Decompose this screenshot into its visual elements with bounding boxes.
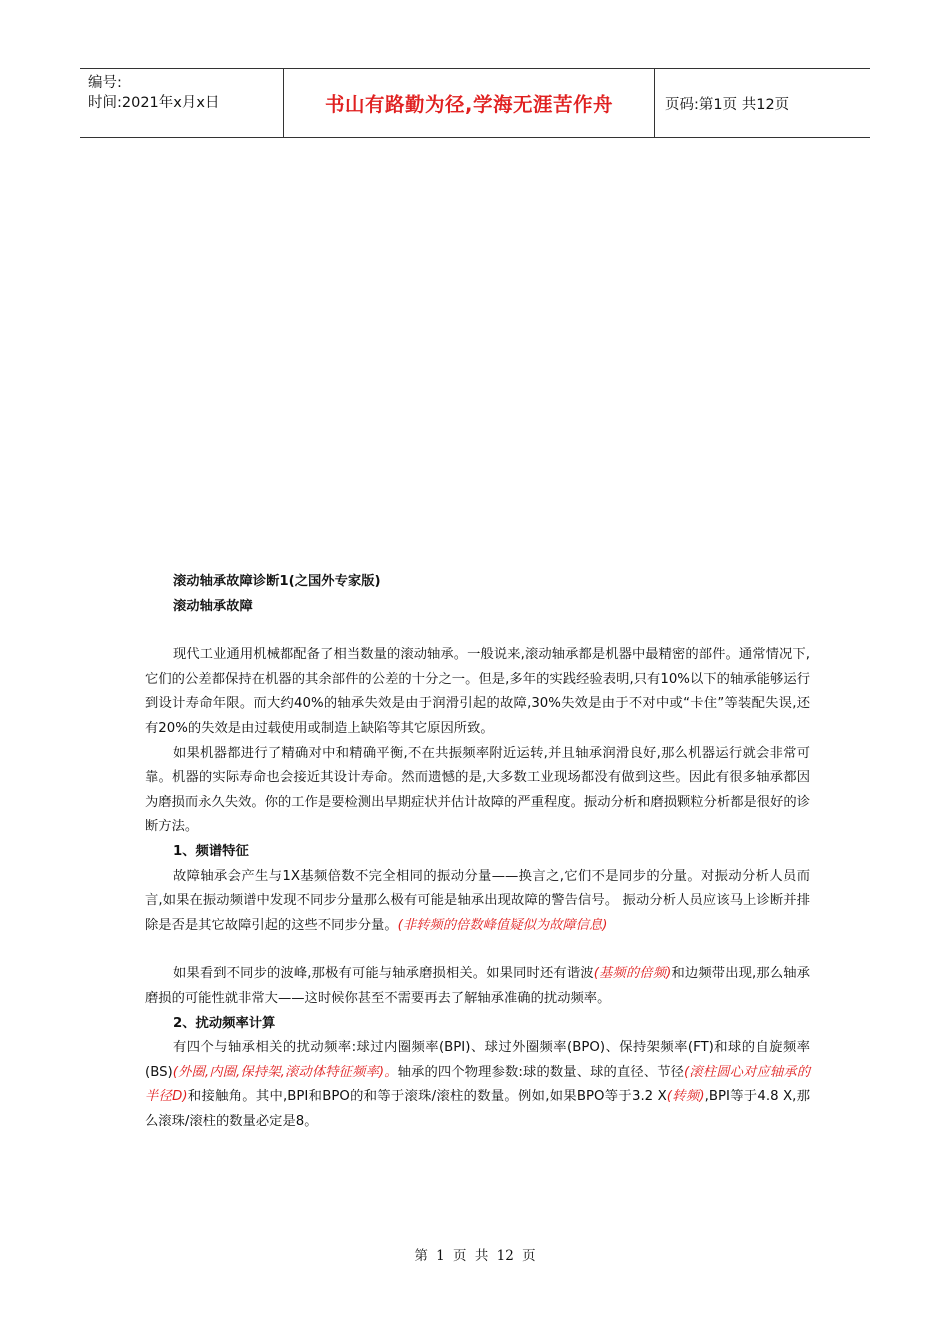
paragraph-2: 如果机器都进行了精确对中和精确平衡,不在共振频率附近运转,并且轴承润滑良好,那么机器运行就会非常可靠。机器的实际寿命也会接近其设计寿命。然而遗憾的是,大多数工业现场都没有做到这些。因此有很多轴承都因为磨损而永久失效。你的工作是要检测出早期症状并估计故障的严重程度。振动分析和磨损颗粒分析都是很好的诊断方法。 (145, 745, 810, 835)
doc-subtitle: 滚动轴承故障 (173, 598, 253, 614)
paragraph-5-text-a: 有四个与轴承相关的扰动频率:球过内圈频率(BPI)、球过外圈频率(BPO)、保持架频率(FT)和球的自旋频率(BS) (145, 1040, 810, 1080)
annotation-note: (滚柱圆心对应轴承的半径D) (145, 1064, 810, 1105)
annotation-note: (非转频的倍数峰值疑似为故障信息) (397, 917, 608, 933)
paragraph-1: 现代工业通用机械都配备了相当数量的滚动轴承。一般说来,滚动轴承都是机器中最精密的部件。通常情况下,它们的公差都保持在机器的其余部件的公差的十分之一。但是,多年的实践经验表明,只有10%以下的轴承能够运行到设计寿命年限。而大约40%的轴承失效是由于润滑引起的故障,30%失效是由于不对中或“卡住”等装配失误,还有20%的失效是由过载使用或制造上缺陷等其它原因所致。 (145, 647, 810, 736)
document-body (145, 570, 810, 1134)
paragraph-5-text-b: 轴承的四个物理参数:球的数量、球的直径、节径 (397, 1064, 685, 1080)
paragraph-5-text-c: 和接触角。其中,BPI和BPO的和等于滚珠/滚柱的数量。例如,如果BPO等于3.2 X (187, 1089, 667, 1105)
number-label: 编号: (88, 75, 122, 91)
paragraph-5-text-d: ,BPI等于4.8 X,那么滚珠/滚柱的数量必定是8。 (145, 1089, 810, 1129)
doc-title: 滚动轴承故障诊断1(之国外专家版) (173, 574, 381, 589)
page-code: 页码:第1页 共12页 (665, 96, 790, 113)
header-table (80, 68, 870, 138)
page-footer: 第 1 页 共 12 页 (414, 1248, 536, 1264)
header-meta-cell (80, 69, 283, 137)
paragraph-3-text: 故障轴承会产生与1X基频倍数不完全相同的振动分量——换言之,它们不是同步的分量。对振动分析人员而言,如果在振动频谱中发现不同步分量那么极有可能是轴承出现故障的警告信号。 振动分析人员应该马上诊断并排除是否是其它故障引起的这些不同步分量。 (145, 868, 810, 933)
paragraph-4 (145, 962, 810, 1011)
annotation-note: (转频) (666, 1089, 705, 1105)
motto: 书山有路勤为径,学海无涯苦作舟 (283, 69, 655, 137)
spacer (145, 619, 810, 643)
spacer (145, 938, 810, 962)
section-heading-1: 1、频谱特征 (173, 843, 249, 859)
paragraph-4-text-b: 和边频带出现,那么轴承磨损的可能性就非常大——这时候你甚至不需要再去了解轴承准确的扰动频率。 (145, 966, 810, 1006)
section-heading-2: 2、扰动频率计算 (173, 1015, 276, 1031)
annotation-note: (基频的倍频) (593, 966, 672, 982)
paragraph-4-text-a: 如果看到不同步的波峰,那极有可能与轴承磨损相关。如果同时还有谐波 (173, 966, 594, 982)
paragraph-5 (145, 1036, 810, 1134)
paragraph-3 (145, 865, 810, 939)
annotation-note: (外圈,内圈,保持架,滚动体特征频率)。 (172, 1064, 398, 1080)
time-line: 时间:2021年x月x日 (88, 95, 220, 111)
